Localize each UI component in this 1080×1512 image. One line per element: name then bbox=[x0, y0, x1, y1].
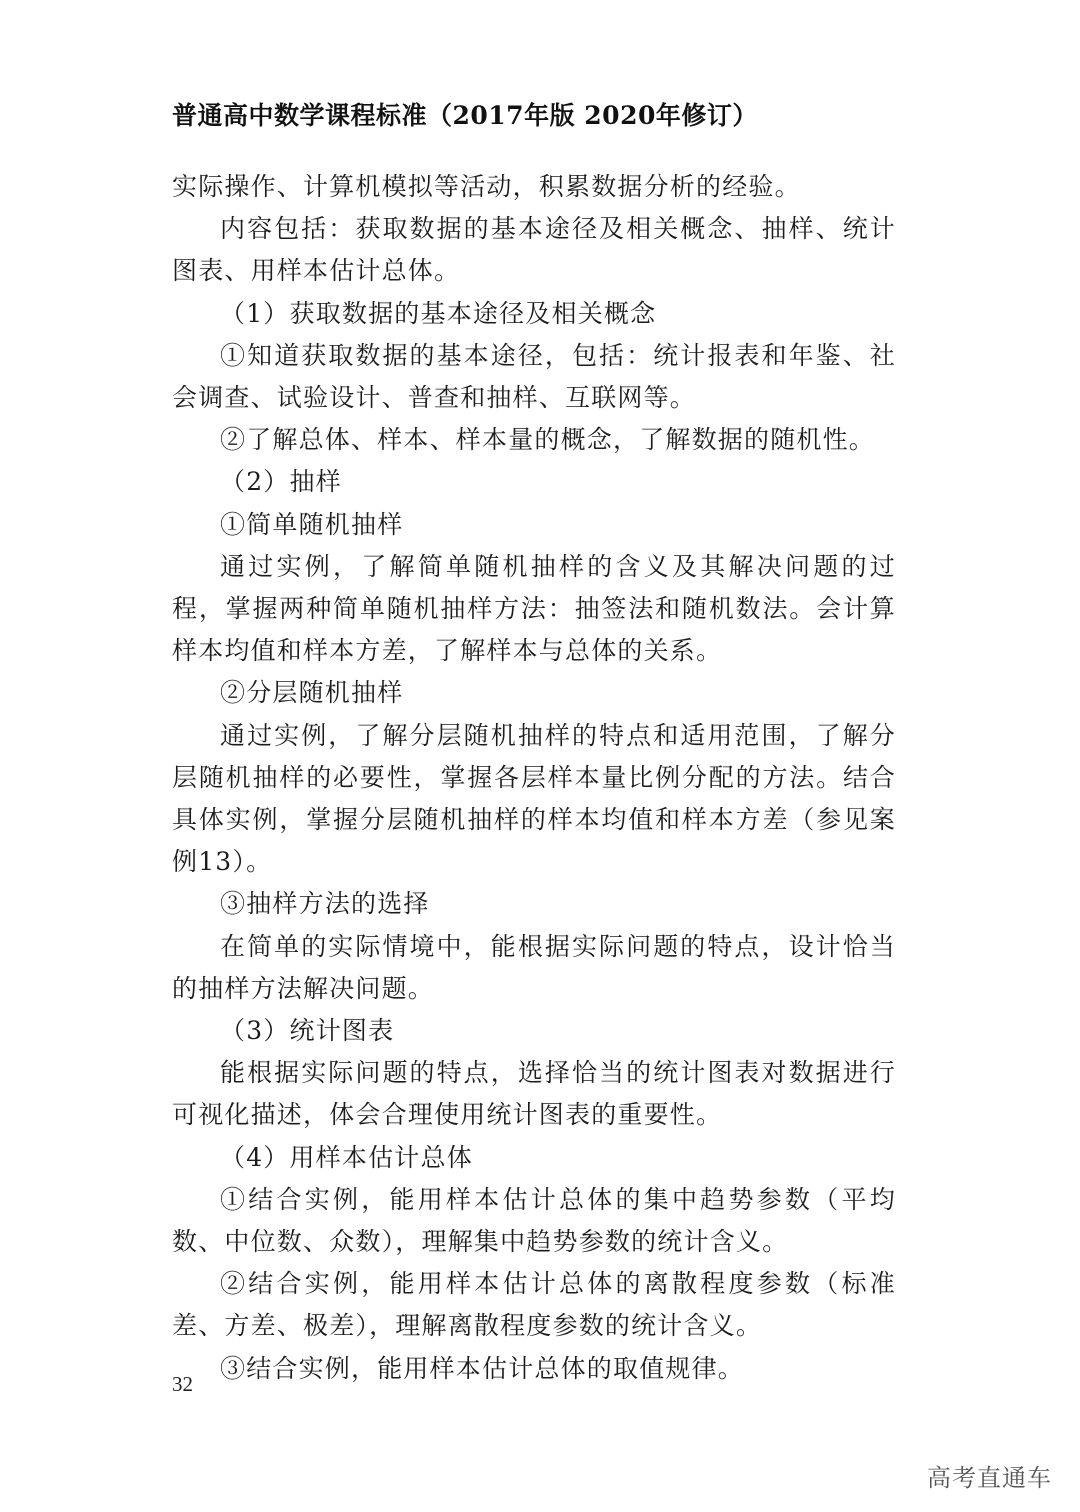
watermark: 高考直通车 bbox=[927, 1464, 1052, 1492]
page-number: 32 bbox=[172, 1372, 193, 1396]
section-heading-sampling: （2）抽样 bbox=[220, 467, 342, 497]
subheading-sampling-method-choice: ③抽样方法的选择 bbox=[220, 889, 430, 919]
list-item-value-distribution: ③结合实例，能用样本估计总体的取值规律。 bbox=[220, 1353, 745, 1383]
subheading-stratified-sampling: ②分层随机抽样 bbox=[220, 678, 404, 708]
section-heading-statistical-charts: （3）统计图表 bbox=[220, 1016, 395, 1046]
section-heading-estimate-population: （4）用样本估计总体 bbox=[220, 1142, 473, 1172]
list-item-population-sample: ②了解总体、样本、样本量的概念，了解数据的随机性。 bbox=[220, 425, 876, 455]
subheading-simple-random-sampling: ①简单随机抽样 bbox=[220, 509, 404, 539]
list-item-dispersion: ②结合实例，能用样本估计总体的离散程度参数（标准差、方差、极差），理解离散程度参数的统计含义。 bbox=[172, 1269, 896, 1341]
list-item-acquisition-methods: ①知道获取数据的基本途径，包括：统计报表和年鉴、社会调查、试验设计、普查和抽样、互联网等。 bbox=[172, 340, 896, 413]
section-heading-data-acquisition: （1）获取数据的基本途径及相关概念 bbox=[220, 298, 657, 328]
paragraph-statistical-charts: 能根据实际问题的特点，选择恰当的统计图表对数据进行可视化描述，体会合理使用统计图表的重要性。 bbox=[172, 1058, 896, 1130]
paragraph-content-summary: 内容包括：获取数据的基本途径及相关概念、抽样、统计图表、用样本估计总体。 bbox=[172, 214, 896, 286]
list-item-central-tendency: ①结合实例，能用样本估计总体的集中趋势参数（平均数、中位数、众数），理解集中趋势参数的统计含义。 bbox=[172, 1184, 896, 1257]
running-header-title: 普通高中数学课程标准（2017年版 2020年修订） bbox=[172, 101, 758, 130]
paragraph-simple-random-sampling: 通过实例，了解简单随机抽样的含义及其解决问题的过程，掌握两种简单随机抽样方法：抽签法和随机数法。会计算样本均值和样本方差，了解样本与总体的关系。 bbox=[172, 551, 896, 666]
paragraph-continuation: 实际操作、计算机模拟等活动，积累数据分析的经验。 bbox=[172, 172, 801, 201]
body-text bbox=[172, 166, 896, 1390]
paragraph-stratified-sampling: 通过实例，了解分层随机抽样的特点和适用范围，了解分层随机抽样的必要性，掌握各层样本量比例分配的方法。结合具体实例，掌握分层随机抽样的样本均值和样本方差（参见案例13）。 bbox=[172, 720, 896, 877]
paragraph-sampling-method-choice: 在简单的实际情境中，能根据实际问题的特点，设计恰当的抽样方法解决问题。 bbox=[172, 931, 896, 1003]
